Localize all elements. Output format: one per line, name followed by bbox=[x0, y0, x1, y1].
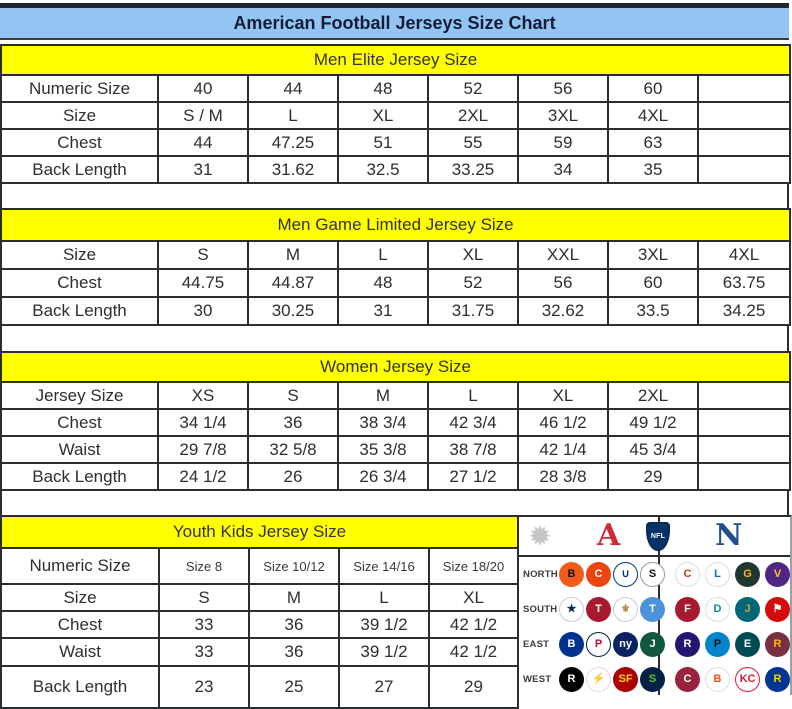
page-title-text: American Football Jerseys Size Chart bbox=[233, 12, 556, 33]
row-label: Back Length bbox=[1, 463, 158, 490]
bears-logo: C bbox=[675, 562, 700, 587]
size-cell: 35 3/8 bbox=[338, 436, 428, 463]
size-cell: 48 bbox=[338, 75, 428, 102]
empty-cell bbox=[698, 382, 790, 409]
bottom-section bbox=[0, 515, 789, 695]
size-cell: 32.5 bbox=[338, 156, 428, 183]
size-cell: L bbox=[339, 584, 429, 611]
dolphins-logo: D bbox=[705, 597, 730, 622]
size-cell: 29 bbox=[608, 463, 698, 490]
jets-logo: J bbox=[640, 632, 665, 657]
section-title: Men Elite Jersey Size bbox=[1, 45, 790, 75]
vikings-logo: V bbox=[765, 562, 790, 587]
size-cell: 42 1/2 bbox=[429, 611, 518, 638]
size-cell: 28 3/8 bbox=[518, 463, 608, 490]
division-row-south bbox=[519, 592, 790, 627]
size-cell: 40 bbox=[158, 75, 248, 102]
size-cell: 56 bbox=[518, 269, 608, 297]
buccaneers-logo: ⚑ bbox=[765, 597, 790, 622]
panthers-logo: P bbox=[705, 632, 730, 657]
size-cell: 36 bbox=[249, 638, 339, 666]
size-cell: 34 1/4 bbox=[158, 409, 248, 436]
size-cell: M bbox=[249, 584, 339, 611]
table-gap bbox=[0, 326, 789, 351]
size-cell: S bbox=[159, 584, 249, 611]
size-cell: M bbox=[248, 241, 338, 269]
size-cell: 60 bbox=[608, 269, 698, 297]
division-row-north bbox=[519, 557, 790, 592]
empty-cell bbox=[698, 409, 790, 436]
size-cell: XL bbox=[428, 241, 518, 269]
row-label: Chest bbox=[1, 129, 158, 156]
size-cell: 39 1/2 bbox=[339, 611, 429, 638]
row-label: Waist bbox=[1, 436, 158, 463]
size-cell: 63.75 bbox=[698, 269, 790, 297]
division-row-west bbox=[519, 662, 790, 697]
table-row bbox=[1, 156, 790, 183]
nfc-east-logos bbox=[675, 632, 790, 657]
saints-logo: ⚜ bbox=[613, 597, 638, 622]
nfl-shield-text: NFL bbox=[650, 533, 666, 540]
size-cell: 45 3/4 bbox=[608, 436, 698, 463]
nfc-logo: N bbox=[715, 518, 743, 553]
size-cell: 29 bbox=[429, 666, 518, 708]
size-cell: L bbox=[248, 102, 338, 129]
size-cell: 2XL bbox=[608, 382, 698, 409]
cardinals-logo: C bbox=[675, 667, 700, 692]
size-cell: 32 5/8 bbox=[248, 436, 338, 463]
nfl-team-logo-panel bbox=[519, 515, 792, 695]
row-label: Size bbox=[1, 584, 159, 611]
size-cell: 31.62 bbox=[248, 156, 338, 183]
table-row bbox=[1, 584, 518, 611]
size-cell: 49 1/2 bbox=[608, 409, 698, 436]
size-cell: 44.87 bbox=[248, 269, 338, 297]
browns-logo: C bbox=[586, 562, 611, 587]
bengals-logo: B bbox=[559, 562, 584, 587]
division-label: NORTH bbox=[523, 569, 558, 580]
table-row bbox=[1, 611, 518, 638]
size-cell: Size 18/20 bbox=[429, 548, 518, 584]
eagles-logo: E bbox=[735, 632, 760, 657]
size-cell: 44 bbox=[248, 75, 338, 102]
size-cell: 52 bbox=[428, 269, 518, 297]
size-cell: 36 bbox=[248, 409, 338, 436]
jaguars-logo: J bbox=[735, 597, 760, 622]
row-label: Chest bbox=[1, 409, 158, 436]
size-cell: 56 bbox=[518, 75, 608, 102]
table-gap bbox=[0, 491, 789, 515]
table-row bbox=[1, 638, 518, 666]
bills-logo: B bbox=[559, 632, 584, 657]
size-cell: 46 1/2 bbox=[518, 409, 608, 436]
afc-south-logos bbox=[559, 597, 665, 622]
size-cell: 31 bbox=[158, 156, 248, 183]
afc-west-logos bbox=[559, 667, 665, 692]
size-cell: XL bbox=[338, 102, 428, 129]
rams-logo: R bbox=[765, 667, 790, 692]
chiefs-logo: KC bbox=[735, 667, 760, 692]
patriots-logo: P bbox=[586, 632, 611, 657]
49ers-logo: SF bbox=[613, 667, 638, 692]
size-chart-page bbox=[0, 3, 789, 696]
table-row bbox=[1, 129, 790, 156]
size-cell: 63 bbox=[608, 129, 698, 156]
size-cell: 42 3/4 bbox=[428, 409, 518, 436]
redskins-logo: R bbox=[765, 632, 790, 657]
empty-cell bbox=[698, 463, 790, 490]
chargers-logo: ⚡ bbox=[586, 667, 611, 692]
division-label: EAST bbox=[523, 639, 550, 650]
division-grid bbox=[519, 557, 790, 697]
texans-logo: T bbox=[586, 597, 611, 622]
size-cell: 33 bbox=[159, 611, 249, 638]
size-cell: 26 3/4 bbox=[338, 463, 428, 490]
table-gap bbox=[0, 184, 789, 208]
table-row bbox=[1, 297, 790, 325]
size-cell: 26 bbox=[248, 463, 338, 490]
size-cell: S / M bbox=[158, 102, 248, 129]
size-cell: 38 7/8 bbox=[428, 436, 518, 463]
size-cell: 42 1/4 bbox=[518, 436, 608, 463]
table-row bbox=[1, 382, 790, 409]
section-title: Women Jersey Size bbox=[1, 352, 790, 382]
titans-logo: T bbox=[640, 597, 665, 622]
size-cell: 27 bbox=[339, 666, 429, 708]
size-cell: 31 bbox=[338, 297, 428, 325]
size-cell: Size 8 bbox=[159, 548, 249, 584]
table-row bbox=[1, 548, 518, 584]
row-label: Size bbox=[1, 241, 158, 269]
size-cell: 38 3/4 bbox=[338, 409, 428, 436]
size-cell: L bbox=[338, 241, 428, 269]
row-label: Back Length bbox=[1, 156, 158, 183]
ravens-logo: R bbox=[675, 632, 700, 657]
row-label: Back Length bbox=[1, 666, 159, 708]
size-cell: 3XL bbox=[518, 102, 608, 129]
afc-east-logos bbox=[559, 632, 665, 657]
men-game-limited-size-table bbox=[0, 208, 791, 326]
size-cell: 34.25 bbox=[698, 297, 790, 325]
size-cell: 60 bbox=[608, 75, 698, 102]
size-cell: 32.62 bbox=[518, 297, 608, 325]
conference-header bbox=[519, 517, 790, 557]
size-cell: 29 7/8 bbox=[158, 436, 248, 463]
table-row bbox=[1, 75, 790, 102]
row-label: Jersey Size bbox=[1, 382, 158, 409]
youth-kids-size-table bbox=[0, 515, 519, 709]
table-row bbox=[1, 436, 790, 463]
size-cell: XS bbox=[158, 382, 248, 409]
table-row bbox=[1, 269, 790, 297]
empty-cell bbox=[698, 436, 790, 463]
starburst-icon: ✹ bbox=[529, 521, 551, 551]
lions-logo: L bbox=[705, 562, 730, 587]
table-row bbox=[1, 463, 790, 490]
size-cell: 51 bbox=[338, 129, 428, 156]
broncos-logo: B bbox=[705, 667, 730, 692]
men-elite-size-table bbox=[0, 44, 791, 184]
size-cell: M bbox=[338, 382, 428, 409]
size-cell: 36 bbox=[249, 611, 339, 638]
afc-logo: A bbox=[597, 518, 621, 553]
size-cell: 25 bbox=[249, 666, 339, 708]
division-label: SOUTH bbox=[523, 604, 558, 615]
size-cell: 23 bbox=[159, 666, 249, 708]
section-title: Youth Kids Jersey Size bbox=[1, 516, 518, 548]
size-cell: 4XL bbox=[608, 102, 698, 129]
size-cell: XL bbox=[518, 382, 608, 409]
seahawks-logo: S bbox=[640, 667, 665, 692]
row-label: Back Length bbox=[1, 297, 158, 325]
size-cell: 52 bbox=[428, 75, 518, 102]
steelers-logo: S bbox=[640, 562, 665, 587]
size-cell: 44.75 bbox=[158, 269, 248, 297]
table-row bbox=[1, 241, 790, 269]
size-cell: 42 1/2 bbox=[429, 638, 518, 666]
nfc-north-logos bbox=[675, 562, 790, 587]
size-cell: 27 1/2 bbox=[428, 463, 518, 490]
size-cell: 48 bbox=[338, 269, 428, 297]
row-label: Chest bbox=[1, 611, 159, 638]
size-cell: S bbox=[248, 382, 338, 409]
nfc-west-logos bbox=[675, 667, 790, 692]
falcons-logo: F bbox=[675, 597, 700, 622]
empty-cell bbox=[698, 75, 790, 102]
nfl-shield-logo bbox=[646, 522, 670, 551]
page-title bbox=[0, 3, 789, 40]
size-cell: S bbox=[158, 241, 248, 269]
table-row bbox=[1, 666, 518, 708]
size-cell: XXL bbox=[518, 241, 608, 269]
women-size-table bbox=[0, 351, 791, 491]
size-cell: L bbox=[428, 382, 518, 409]
empty-cell bbox=[698, 129, 790, 156]
section-title: Men Game Limited Jersey Size bbox=[1, 209, 790, 241]
size-cell: 35 bbox=[608, 156, 698, 183]
division-label: WEST bbox=[523, 674, 552, 685]
row-label: Numeric Size bbox=[1, 548, 159, 584]
size-cell: 34 bbox=[518, 156, 608, 183]
giants-logo: ny bbox=[613, 632, 638, 657]
nfc-south-logos bbox=[675, 597, 790, 622]
size-cell: 33.25 bbox=[428, 156, 518, 183]
row-label: Size bbox=[1, 102, 158, 129]
size-cell: 47.25 bbox=[248, 129, 338, 156]
size-cell: 33 bbox=[159, 638, 249, 666]
raiders-logo: R bbox=[559, 667, 584, 692]
size-cell: 30.25 bbox=[248, 297, 338, 325]
size-cell: 24 1/2 bbox=[158, 463, 248, 490]
afc-north-logos bbox=[559, 562, 665, 587]
size-cell: 2XL bbox=[428, 102, 518, 129]
empty-cell bbox=[698, 102, 790, 129]
row-label: Chest bbox=[1, 269, 158, 297]
size-cell: 59 bbox=[518, 129, 608, 156]
table-row bbox=[1, 102, 790, 129]
packers-logo: G bbox=[735, 562, 760, 587]
size-cell: 3XL bbox=[608, 241, 698, 269]
size-cell: 30 bbox=[158, 297, 248, 325]
size-cell: Size 14/16 bbox=[339, 548, 429, 584]
size-cell: XL bbox=[429, 584, 518, 611]
division-row-east bbox=[519, 627, 790, 662]
size-cell: 33.5 bbox=[608, 297, 698, 325]
size-cell: 31.75 bbox=[428, 297, 518, 325]
cowboys-logo: ★ bbox=[559, 597, 584, 622]
size-cell: 55 bbox=[428, 129, 518, 156]
table-row bbox=[1, 409, 790, 436]
row-label: Numeric Size bbox=[1, 75, 158, 102]
size-cell: 39 1/2 bbox=[339, 638, 429, 666]
row-label: Waist bbox=[1, 638, 159, 666]
size-cell: 4XL bbox=[698, 241, 790, 269]
empty-cell bbox=[698, 156, 790, 183]
size-cell: Size 10/12 bbox=[249, 548, 339, 584]
size-cell: 44 bbox=[158, 129, 248, 156]
colts-logo: ∪ bbox=[613, 562, 638, 587]
